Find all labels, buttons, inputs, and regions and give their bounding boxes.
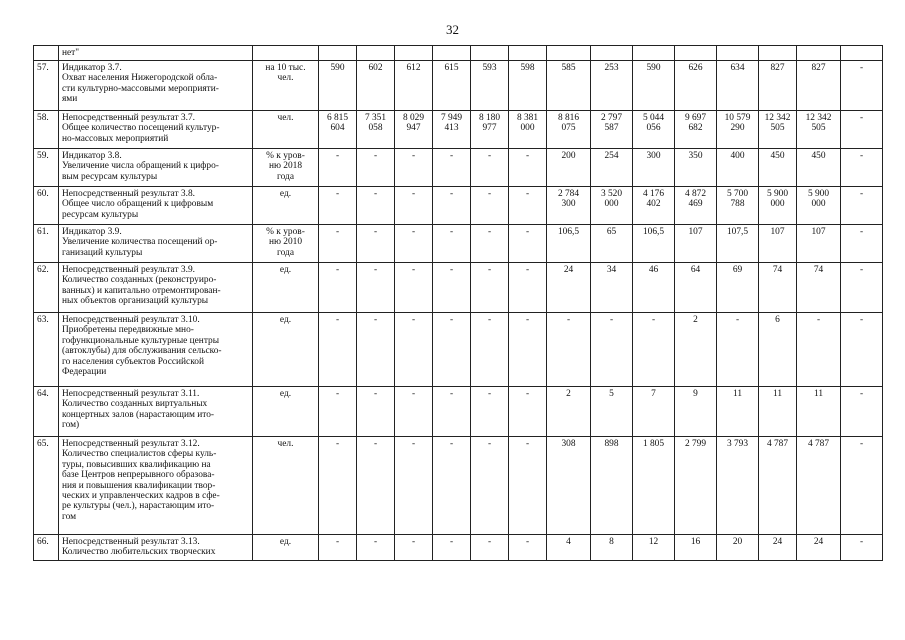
row-value: -	[319, 313, 357, 387]
row-value: -	[395, 187, 433, 225]
row-value: 3 520 000	[591, 187, 633, 225]
row-value: -	[319, 437, 357, 535]
row-value: 2 797 587	[591, 111, 633, 149]
row-value: -	[471, 387, 509, 437]
row-value: -	[319, 187, 357, 225]
continued-row	[34, 46, 883, 61]
row-value: 450	[797, 149, 841, 187]
row-number: 60.	[34, 187, 59, 225]
row-number: 57.	[34, 61, 59, 111]
table-row	[34, 149, 883, 187]
row-unit: на 10 тыс. чел.	[253, 61, 319, 111]
row-value: 593	[471, 61, 509, 111]
table-row	[34, 187, 883, 225]
row-value: 898	[591, 437, 633, 535]
row-value: 12	[633, 535, 675, 561]
row-value: 24	[797, 535, 841, 561]
row-value: 200	[547, 149, 591, 187]
row-value: -	[395, 535, 433, 561]
row-value: -	[717, 313, 759, 387]
row-value: 585	[547, 61, 591, 111]
row-value: -	[357, 437, 395, 535]
row-value: -	[509, 437, 547, 535]
row-value: 20	[717, 535, 759, 561]
row-unit: ед.	[253, 535, 319, 561]
row-value: 74	[759, 263, 797, 313]
table-row	[34, 225, 883, 263]
row-value: 598	[509, 61, 547, 111]
row-value: -	[509, 225, 547, 263]
row-value: 4 787	[759, 437, 797, 535]
row-name: Непосредственный результат 3.9. Количество созданных (реконструиро- ванных) и капитально отремонтирован- ных объектов организаций культуры	[59, 263, 253, 313]
row-value: -	[509, 313, 547, 387]
row-name: Непосредственный результат 3.11. Количество созданных виртуальных концертных залов (нарастающим ито- гом)	[59, 387, 253, 437]
row-value: 6	[759, 313, 797, 387]
row-value: -	[357, 535, 395, 561]
row-value: 4 176 402	[633, 187, 675, 225]
row-value: -	[319, 225, 357, 263]
row-value: 24	[759, 535, 797, 561]
row-unit: чел.	[253, 437, 319, 535]
row-value: 350	[675, 149, 717, 187]
row-value: 64	[675, 263, 717, 313]
row-number: 62.	[34, 263, 59, 313]
row-value: -	[509, 187, 547, 225]
row-name: Непосредственный результат 3.13. Количество любительских творческих	[59, 535, 253, 561]
row-value: 65	[591, 225, 633, 263]
row-number: 61.	[34, 225, 59, 263]
row-value: 106,5	[547, 225, 591, 263]
row-value: 9 697 682	[675, 111, 717, 149]
row-value: 615	[433, 61, 471, 111]
row-value: 34	[591, 263, 633, 313]
row-value: -	[471, 187, 509, 225]
row-value: 2 799	[675, 437, 717, 535]
row-value: -	[509, 535, 547, 561]
row-value: 8 029 947	[395, 111, 433, 149]
row-value: -	[433, 535, 471, 561]
row-value: -	[357, 225, 395, 263]
row-name: Непосредственный результат 3.7. Общее количество посещений культур- но-массовых мероприятий	[59, 111, 253, 149]
row-number: 58.	[34, 111, 59, 149]
row-value: 12 342 505	[797, 111, 841, 149]
row-number: 65.	[34, 437, 59, 535]
row-value: 107	[759, 225, 797, 263]
row-value: -	[471, 437, 509, 535]
row-value: -	[547, 313, 591, 387]
row-value: 634	[717, 61, 759, 111]
row-value: 3 793	[717, 437, 759, 535]
row-value: 254	[591, 149, 633, 187]
row-value: 2	[547, 387, 591, 437]
table-row	[34, 313, 883, 387]
row-value: 5 900 000	[797, 187, 841, 225]
row-value: -	[591, 313, 633, 387]
row-name: Непосредственный результат 3.12. Количество специалистов сферы куль- туры, повысивших квалификацию на базе Центров непрерывного образова- ния и повышения квалификации твор- ческих и управленческих кадров в сфе- ре культуры (чел.), нарастающим ито- гом	[59, 437, 253, 535]
row-value: 107	[797, 225, 841, 263]
row-value: 253	[591, 61, 633, 111]
row-value: 7	[633, 387, 675, 437]
row-name: Непосредственный результат 3.10. Приобретены передвижные мно- гофункциональные культурные центры (автоклубы) для обслуживания сельско- го населения субъектов Российской Федерации	[59, 313, 253, 387]
row-value: -	[471, 535, 509, 561]
row-value: -	[471, 263, 509, 313]
row-value: 8	[591, 535, 633, 561]
row-last: -	[841, 313, 883, 387]
row-value: 827	[797, 61, 841, 111]
row-value: 11	[717, 387, 759, 437]
row-value: 626	[675, 61, 717, 111]
row-value: 450	[759, 149, 797, 187]
row-value: -	[433, 313, 471, 387]
row-last: -	[841, 149, 883, 187]
row-value: 590	[319, 61, 357, 111]
row-last: -	[841, 187, 883, 225]
row-value: -	[357, 313, 395, 387]
row-value: 827	[759, 61, 797, 111]
row-value: 1 805	[633, 437, 675, 535]
row-value: -	[395, 225, 433, 263]
row-value: 4	[547, 535, 591, 561]
row-value: 400	[717, 149, 759, 187]
indicator-table	[33, 45, 883, 561]
table-row	[34, 437, 883, 535]
table-row	[34, 535, 883, 561]
row-value: -	[357, 149, 395, 187]
page-number: 32	[446, 22, 459, 37]
row-value: -	[633, 313, 675, 387]
row-value: -	[433, 263, 471, 313]
row-value: -	[395, 313, 433, 387]
row-value: 11	[759, 387, 797, 437]
row-value: -	[433, 187, 471, 225]
row-value: -	[319, 149, 357, 187]
row-unit: ед.	[253, 387, 319, 437]
row-value: 5 700 788	[717, 187, 759, 225]
row-value: 590	[633, 61, 675, 111]
row-value: -	[395, 387, 433, 437]
row-unit: чел.	[253, 111, 319, 149]
row-value: 106,5	[633, 225, 675, 263]
row-last: -	[841, 263, 883, 313]
row-number: 64.	[34, 387, 59, 437]
row-value: -	[433, 225, 471, 263]
row-value: -	[433, 149, 471, 187]
row-value: 11	[797, 387, 841, 437]
row-last: -	[841, 225, 883, 263]
row-value: 8 180 977	[471, 111, 509, 149]
row-number: 59.	[34, 149, 59, 187]
table-row	[34, 263, 883, 313]
row-value: -	[357, 387, 395, 437]
row-value: -	[319, 263, 357, 313]
row-last: -	[841, 535, 883, 561]
row-last: -	[841, 111, 883, 149]
row-value: -	[471, 149, 509, 187]
row-last: -	[841, 437, 883, 535]
row-unit: ед.	[253, 187, 319, 225]
row-unit: % к уров- ню 2018 года	[253, 149, 319, 187]
row-value: 4 787	[797, 437, 841, 535]
row-value: -	[319, 535, 357, 561]
row-value: 8 816 075	[547, 111, 591, 149]
row-value: 5 044 056	[633, 111, 675, 149]
row-value: 12 342 505	[759, 111, 797, 149]
row-value: -	[471, 225, 509, 263]
row-value: 602	[357, 61, 395, 111]
row-value: 107,5	[717, 225, 759, 263]
row-value: -	[395, 437, 433, 535]
row-value: -	[471, 313, 509, 387]
row-last: -	[841, 61, 883, 111]
table-row	[34, 387, 883, 437]
row-value: 24	[547, 263, 591, 313]
row-value: 5	[591, 387, 633, 437]
row-name: Индикатор 3.7. Охват населения Нижегородской обла- сти культурно-массовыми мероприяти- ями	[59, 61, 253, 111]
row-value: -	[433, 437, 471, 535]
row-value: -	[357, 187, 395, 225]
row-number: 63.	[34, 313, 59, 387]
row-value: 7 949 413	[433, 111, 471, 149]
row-value: -	[509, 263, 547, 313]
table-row	[34, 111, 883, 149]
row-last: -	[841, 387, 883, 437]
row-value: 8 381 000	[509, 111, 547, 149]
row-value: 6 815 604	[319, 111, 357, 149]
row-unit: ед.	[253, 263, 319, 313]
row-value: 300	[633, 149, 675, 187]
row-value: -	[509, 387, 547, 437]
row-value: -	[395, 263, 433, 313]
row-value: 5 900 000	[759, 187, 797, 225]
row-value: 612	[395, 61, 433, 111]
row-value: 9	[675, 387, 717, 437]
row-value: 2	[675, 313, 717, 387]
row-name: Индикатор 3.9. Увеличение количества посещений ор- ганизаций культуры	[59, 225, 253, 263]
continued-text: нет"	[59, 46, 253, 61]
row-value: 16	[675, 535, 717, 561]
row-value: -	[509, 149, 547, 187]
row-value: -	[319, 387, 357, 437]
row-value: 308	[547, 437, 591, 535]
row-value: 10 579 290	[717, 111, 759, 149]
row-value: -	[357, 263, 395, 313]
row-value: 46	[633, 263, 675, 313]
row-value: 2 784 300	[547, 187, 591, 225]
row-value: 7 351 058	[357, 111, 395, 149]
row-value: 4 872 469	[675, 187, 717, 225]
row-value: 107	[675, 225, 717, 263]
row-unit: ед.	[253, 313, 319, 387]
row-name: Непосредственный результат 3.8. Общее число обращений к цифровым ресурсам культуры	[59, 187, 253, 225]
row-value: -	[797, 313, 841, 387]
row-name: Индикатор 3.8. Увеличение числа обращений к цифро- вым ресурсам культуры	[59, 149, 253, 187]
row-value: 74	[797, 263, 841, 313]
row-unit: % к уров- ню 2010 года	[253, 225, 319, 263]
table-row	[34, 61, 883, 111]
row-number: 66.	[34, 535, 59, 561]
row-value: -	[433, 387, 471, 437]
row-value: -	[395, 149, 433, 187]
row-value: 69	[717, 263, 759, 313]
